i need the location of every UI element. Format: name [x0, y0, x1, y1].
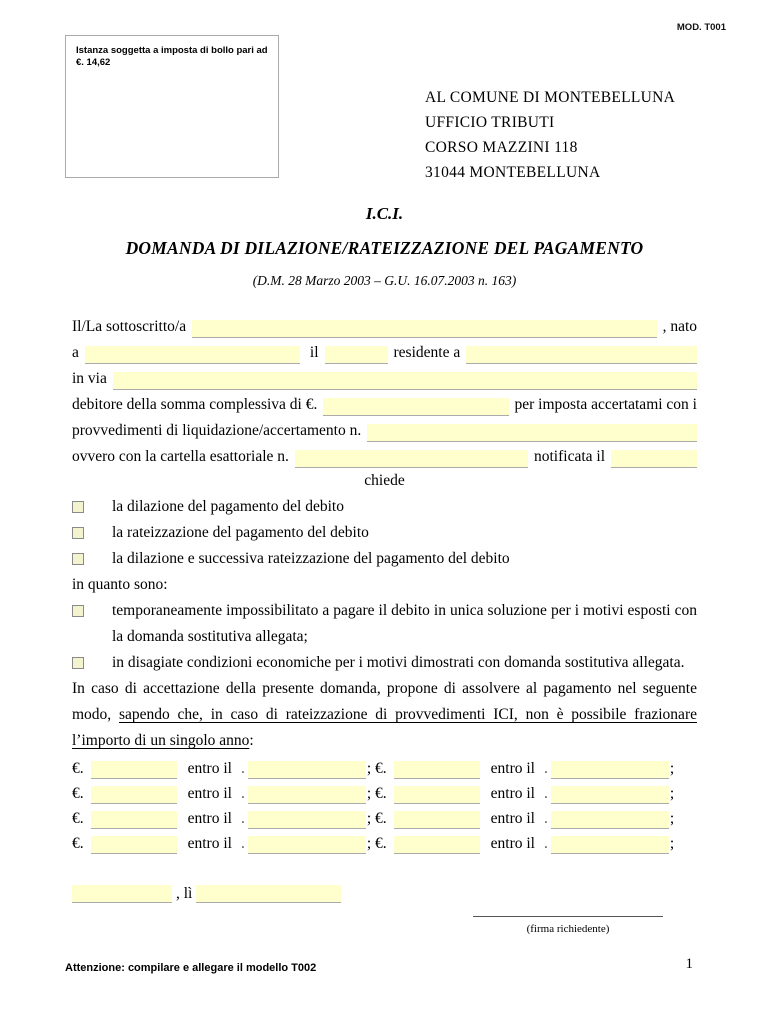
dilazione-checkbox[interactable] — [72, 501, 84, 513]
acceptance-underlined-text: sapendo che, in caso di rateizzazione di provvedimenti ICI, non è possibile frazionare l’importo di un singolo anno — [72, 706, 697, 749]
inst-2-date-a-field[interactable] — [248, 786, 366, 804]
row-cartella — [72, 442, 697, 468]
disagiate-checkbox[interactable] — [72, 657, 84, 669]
label-nato-a: a — [72, 344, 79, 361]
entro-il-label: entro il — [490, 785, 535, 802]
mod-label: MOD. T001 — [676, 22, 726, 33]
entro-il-label: entro il — [490, 760, 535, 777]
acceptance-paragraph — [72, 676, 697, 754]
recipient-line-2: UFFICIO TRIBUTI — [425, 114, 555, 131]
option-dilazione-rateizzazione-label: la dilazione e successiva rateizzazione del pagamento del debito — [112, 550, 510, 567]
entro-il-label: entro il — [187, 760, 232, 777]
dot: . — [240, 785, 245, 802]
dot: . — [240, 810, 245, 827]
label-residente: residente a — [393, 344, 461, 361]
reason-disagiate — [72, 650, 697, 676]
row-debito — [72, 390, 697, 416]
installment-row-1 — [72, 754, 697, 779]
signature-line — [473, 916, 663, 917]
rateizzazione-checkbox[interactable] — [72, 527, 84, 539]
option-rateizzazione — [72, 520, 697, 546]
footer-warning: Attenzione: compilare e allegare il modello T002 — [65, 962, 317, 974]
impossibilitato-checkbox[interactable] — [72, 605, 84, 617]
option-dilazione — [72, 494, 697, 520]
semicolon: ; — [669, 760, 675, 777]
recipient-address — [425, 85, 675, 185]
inst-3-amount-a-field[interactable] — [91, 811, 177, 829]
inst-2-amount-b-field[interactable] — [394, 786, 480, 804]
label-in-quanto: in quanto sono: — [72, 576, 168, 593]
inst-1-amount-b-field[interactable] — [394, 761, 480, 779]
semicolon: ; — [669, 810, 675, 827]
recipient-line-3: CORSO MAZZINI 118 — [425, 139, 578, 156]
row-provvedimenti — [72, 416, 697, 442]
option-dilazione-rateizzazione — [72, 546, 697, 572]
total-debt-amount-field[interactable] — [323, 398, 508, 416]
semi-euro-label: ; €. — [366, 760, 387, 777]
semi-euro-label: ; €. — [366, 810, 387, 827]
residence-place-field[interactable] — [466, 346, 697, 364]
notification-date-field[interactable] — [611, 450, 697, 468]
installment-row-3 — [72, 804, 697, 829]
row-nascita — [72, 338, 697, 364]
semi-euro-label: ; €. — [366, 835, 387, 852]
closing-place-field[interactable] — [72, 885, 172, 903]
inst-1-date-b-field[interactable] — [551, 761, 669, 779]
semicolon: ; — [669, 785, 675, 802]
entro-il-label: entro il — [490, 835, 535, 852]
page-number: 1 — [685, 956, 693, 972]
inst-3-date-b-field[interactable] — [551, 811, 669, 829]
installment-row-4 — [72, 829, 697, 854]
row-via — [72, 364, 697, 390]
euro-label: €. — [72, 835, 84, 852]
entro-il-label: entro il — [187, 785, 232, 802]
label-sottoscritto: Il/La sottoscritto/a — [72, 318, 187, 335]
assessment-number-field[interactable] — [367, 424, 697, 442]
inst-1-date-a-field[interactable] — [248, 761, 366, 779]
euro-label: €. — [72, 760, 84, 777]
label-chiede: chiede — [364, 472, 405, 489]
signature-caption: (firma richiedente) — [526, 923, 610, 935]
reason-disagiate-label: in disagiate condizioni economiche per i motivi dimostrati con domanda sostitutiva allegata. — [112, 654, 685, 671]
euro-label: €. — [72, 810, 84, 827]
dot: . — [544, 760, 548, 777]
euro-label: €. — [72, 785, 84, 802]
entro-il-label: entro il — [490, 810, 535, 827]
recipient-line-1: AL COMUNE DI MONTEBELLUNA — [425, 89, 676, 106]
entro-il-label: entro il — [187, 835, 232, 852]
inst-3-amount-b-field[interactable] — [394, 811, 480, 829]
dot: . — [240, 835, 245, 852]
semicolon: ; — [669, 835, 675, 852]
label-provvedimenti: provvedimenti di liquidazione/accertamento n. — [72, 422, 362, 439]
label-notificata: notificata il — [533, 448, 605, 465]
label-cartella: ovvero con la cartella esattoriale n. — [72, 448, 289, 465]
recipient-line-4: 31044 MONTEBELLUNA — [425, 164, 601, 181]
inst-3-date-a-field[interactable] — [248, 811, 366, 829]
dilazione-rateizzazione-checkbox[interactable] — [72, 553, 84, 565]
entro-il-label: entro il — [187, 810, 232, 827]
birth-date-field[interactable] — [325, 346, 388, 364]
birth-place-field[interactable] — [85, 346, 300, 364]
label-per-imposta: per imposta accertatami con i — [514, 396, 697, 413]
closing-date-field[interactable] — [196, 885, 341, 903]
stamp-duty-box — [65, 35, 279, 178]
title-ici: I.C.I. — [365, 204, 404, 223]
reason-impossibilitato-label: temporaneamente impossibilitato a pagare il debito in unica soluzione per i motivi esposti con la domanda sostitutiva allegata; — [112, 602, 697, 645]
semi-euro-label: ; €. — [366, 785, 387, 802]
dot: . — [544, 785, 548, 802]
place-date-row — [72, 877, 697, 903]
option-rateizzazione-label: la rateizzazione del pagamento del debito — [112, 524, 369, 541]
inst-4-amount-a-field[interactable] — [91, 836, 177, 854]
inst-1-amount-a-field[interactable] — [91, 761, 177, 779]
label-nato: , nato — [662, 318, 697, 335]
signature-block — [473, 916, 663, 935]
inst-2-date-b-field[interactable] — [551, 786, 669, 804]
option-dilazione-label: la dilazione del pagamento del debito — [112, 498, 344, 515]
title-domanda: DOMANDA DI DILAZIONE/RATEIZZAZIONE DEL PAGAMENTO — [125, 238, 644, 258]
dot: . — [544, 810, 548, 827]
label-in-via: in via — [72, 370, 107, 387]
inst-4-date-b-field[interactable] — [551, 836, 669, 854]
title-reference: (D.M. 28 Marzo 2003 – G.U. 16.07.2003 n. 163) — [252, 273, 517, 288]
dot: . — [544, 835, 548, 852]
stamp-duty-text: Istanza soggetta a imposta di bollo pari ad €. 14,62 — [76, 45, 268, 68]
tax-bill-number-field[interactable] — [295, 450, 528, 468]
dot: . — [240, 760, 245, 777]
row-sottoscritto — [72, 312, 697, 338]
installment-row-2 — [72, 779, 697, 804]
label-li: , lì — [176, 885, 193, 902]
reason-impossibilitato — [72, 598, 697, 650]
applicant-name-field[interactable] — [192, 320, 656, 338]
acceptance-text-1: In caso di accettazione della presente domanda, propone di assolvere al pagamento nel seguente modo, — [72, 680, 697, 723]
label-debitore: debitore della somma complessiva di €. — [72, 396, 318, 413]
residence-street-field[interactable] — [113, 372, 697, 390]
form-content — [72, 203, 697, 935]
label-il: il — [309, 344, 319, 361]
inst-4-date-a-field[interactable] — [248, 836, 366, 854]
inst-2-amount-a-field[interactable] — [91, 786, 177, 804]
form-body — [72, 312, 697, 935]
acceptance-text-2: : — [249, 732, 254, 749]
inst-4-amount-b-field[interactable] — [394, 836, 480, 854]
